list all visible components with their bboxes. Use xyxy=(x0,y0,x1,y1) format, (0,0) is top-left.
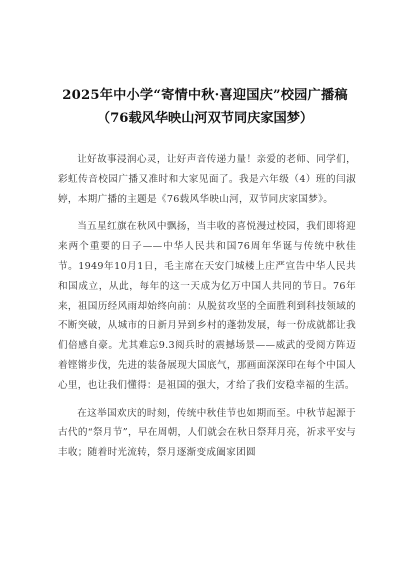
paragraph-mid-autumn: 在这举国欢庆的时刻，传统中秋佳节也如期而至。中秋节起源于古代的“祭月节”，早在周朝，人们就会在秋日祭拜月亮，祈求平安与丰收；随着时光流转，祭月逐渐变成阖家团圆 xyxy=(58,407,356,459)
document-title: 2025年中小学“寄情中秋·喜迎国庆”校园广播稿 xyxy=(62,88,348,103)
title-block xyxy=(40,86,370,129)
document-body xyxy=(58,150,356,471)
paragraph-national-day: 当五星红旗在秋风中飘扬，当丰收的喜悦漫过校园，我们即将迎来两个重要的日子——中华人民共和国76周年华诞与传统中秋佳节。1949年10月1日，毛主席在天安门城楼上庄严宣告中华人民共和国成立，从此，每年的这一天成为亿万中国人共同的节日。76年来，祖国历经风雨却始终向前：从脱贫攻坚的全面胜利到科技领域的不断突破，从城市的日新月异到乡村的蓬勃发展，每一份成就都让我们倍感自豪。尤其难忘9.3阅兵时的震撼场景——威武的受阅方阵迈着铿锵步伐，先进的装备展现大国底气，那画面深深印在每个中国人心里，也让我们懂得：是祖国的强大，才给了我们安稳幸福的生活。 xyxy=(58,221,356,391)
paragraph-intro: 让好故事浸润心灵，让好声音传递力量！亲爱的老师、同学们，彩虹传音校园广播又准时和大家见面了。我是六年级（4）班的闫淑婷，本期广播的主题是《76载风华映山河，双节同庆家国梦》。 xyxy=(58,154,356,205)
document-subtitle: （76载风华映山河双节同庆家国梦） xyxy=(96,111,314,126)
